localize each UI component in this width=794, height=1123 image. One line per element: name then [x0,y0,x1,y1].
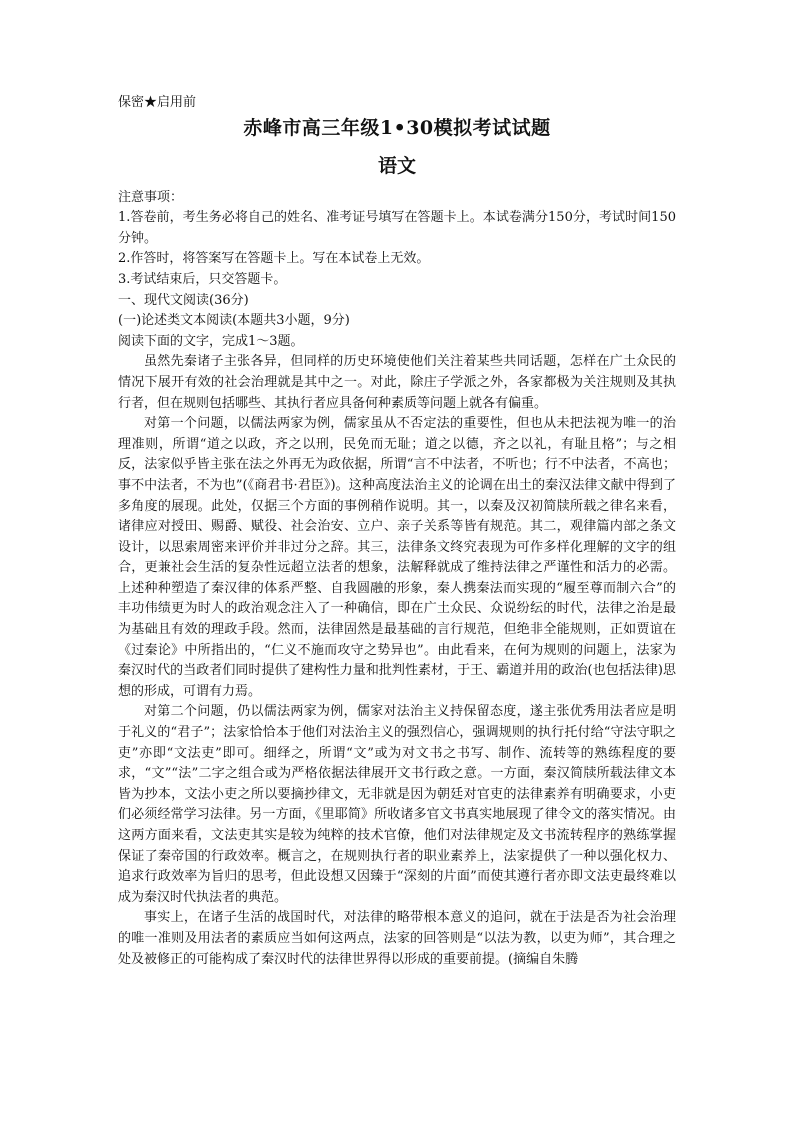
notice-item-1: 1.答卷前，考生务必将自己的姓名、准考证号填写在答题卡上。本试卷满分150分，考试时间150分钟。 [118,210,676,246]
confidential-mark: 保密★启用前 [118,95,197,110]
section-subheading: (一)论述类文本阅读(本题共3小题，9分) [118,313,350,329]
article-paragraph-4: 事实上，在诸子生活的战国时代，对法律的略带根本意义的追问，就在于法是否为社会治理的唯一准则及用法者的素质应当如何这两点，法家的回答则是“以法为教，以吏为师”，其合理之处及被修正的可能构成了秦汉时代的法律世界得以形成的重要前提。(摘编自朱腾 [118,910,676,967]
subject-title: 语文 [377,154,416,177]
section-block [118,291,676,353]
section-heading: 一、现代文阅读(36分) [118,292,249,308]
article-paragraph-2: 对第一个问题，以儒法两家为例，儒家虽从不否定法的重要性，但也从未把法视为唯一的治理准则，所谓“道之以政，齐之以刑，民免而无耻；道之以德，齐之以礼，有耻且格”；与之相反，法家似乎皆主张在法之外再无为政依据，所谓“言不中法者，不听也；行不中法者，不高也；事不中法者，不为也”(《商君书·君臣》)。这种高度法治主义的论调在出土的秦汉法律文献中得到了多角度的展现。此处，仅据三个方面的事例稍作说明。其一，以秦及汉初简牍所载之律名来看，诸律应对授田、赐爵、赋役、社会治安、立户、亲子关系等皆有规范。其二，观律篇内部之条文设计，以思索周密来评价并非过分之辞。其三，法律条文终究表现为可作多样化理解的文字的组合，更兼社会生活的复杂性远超立法者的想象，法解释就成了维持法律之严谨性和活力的必需。上述种种塑造了秦汉律的体系严整、自我圆融的形象，秦人携秦法而实现的“履至尊而制六合”的丰功伟绩更为时人的政治观念注入了一种确信，即在广土众民、众说纷纭的时代，法律之治是最为基础且有效的理政手段。然而，法律固然是最基础的言行规范，但绝非全能规则，正如贾谊在《过秦论》中所指出的，“仁义不施而攻守之势异也”。由此看来，在何为规则的问题上，法家为秦汉时代的当政者们同时提供了建构性力量和批判性素材，于王、霸道并用的政治(也包括法律)思想的形成，可谓有力焉。 [118,416,676,699]
notice-item-3: 3.考试结束后，只交答题卡。 [118,271,287,287]
article-body [118,352,676,970]
notice-item-2: 2.作答时，将答案写在答题卡上。写在本试卷上无效。 [118,251,430,267]
notice-heading: 注意事项： [118,189,184,205]
exam-page [118,93,676,970]
notice-block [118,188,676,291]
exam-title: 赤峰市高三年级1•30模拟考试试题 [243,116,551,139]
section-instruction: 阅读下面的文字，完成1～3题。 [118,333,304,349]
article-paragraph-1: 虽然先秦诸子主张各异，但同样的历史环境使他们关注着某些共同话题，怎样在广土众民的情况下展开有效的社会治理就是其中之一。对此，除庄子学派之外，各家都极为关注规则及其执行者，但在规则包括哪些、其执行者应具备何种素质等问题上就各有偏重。 [118,354,676,411]
article-paragraph-3: 对第二个问题，仍以儒法两家为例，儒家对法治主义持保留态度，遂主张优秀用法者应是明于礼义的“君子”；法家恰恰本于他们对法治主义的强烈信心，强调规则的执行托付给“守法守职之吏”亦即“文法吏”即可。细绎之，所谓“文”或为对文书之书写、制作、流转等的熟练程度的要求，“文”“法”二字之组合或为严格依据法律展开文书行政之意。一方面，秦汉简牍所载法律文本皆为抄本，文法小吏之所以要摘抄律文，无非就是因为朝廷对官吏的法律素养有明确要求，小吏们必须经常学习法律。另一方面，《里耶简》所收诸多官文书真实地展现了律令文的落实情况。由这两方面来看，文法吏其实是较为纯粹的技术官僚，他们对法律规定及文书流转程序的熟练掌握保证了秦帝国的行政效率。概言之，在规则执行者的职业素养上，法家提供了一种以强化权力、追求行政效率为旨归的思考，但此设想又因臻于“深刻的片面”而使其遵行者亦即文法吏最终难以成为秦汉时代执法者的典范。 [118,704,676,905]
